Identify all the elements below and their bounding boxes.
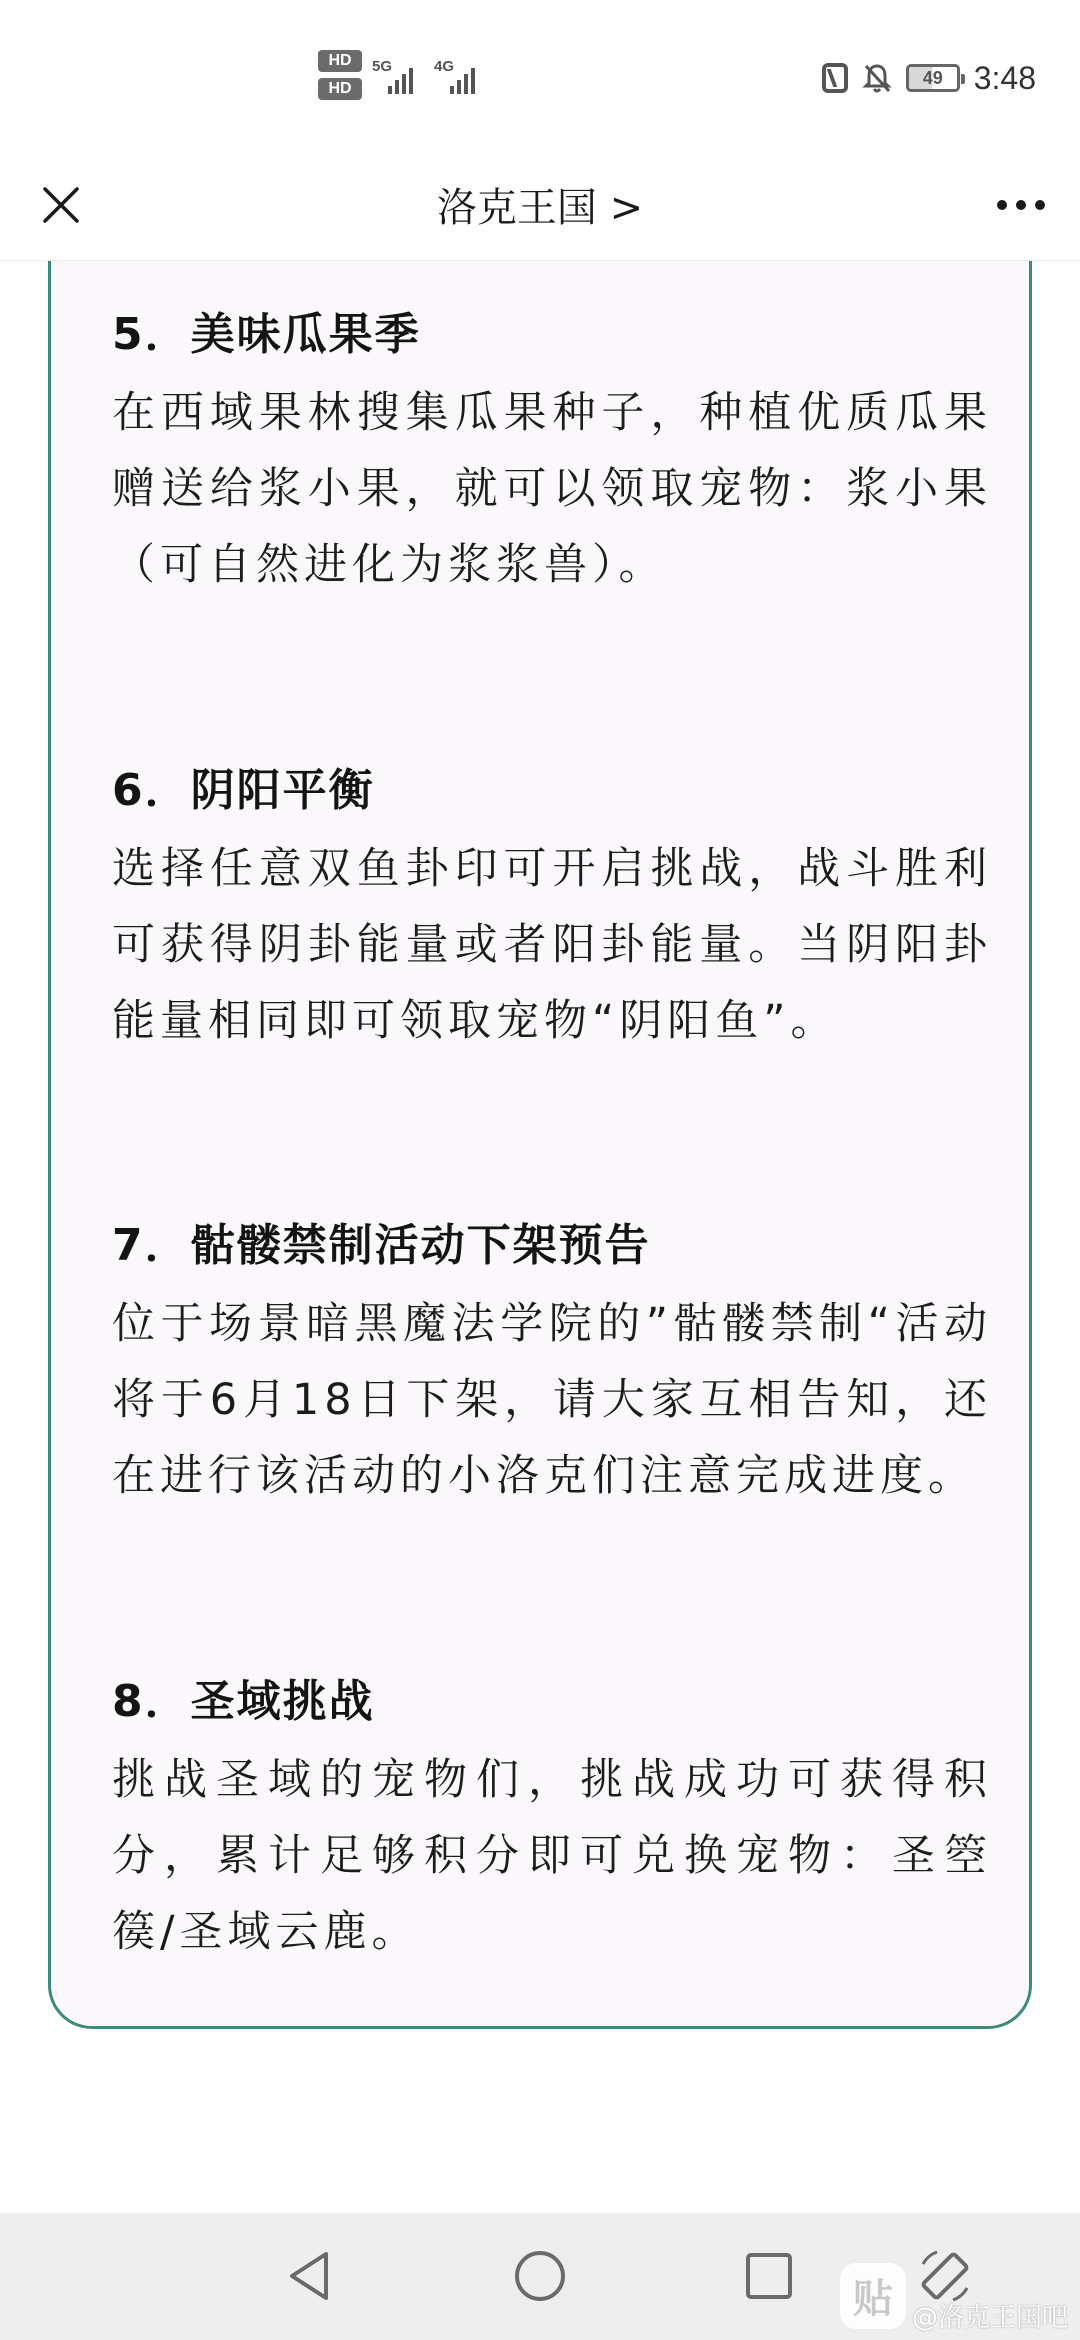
title-bar — [0, 150, 1080, 261]
more-icon-dot — [997, 200, 1007, 210]
clock: 3:48 — [973, 59, 1036, 96]
hd-icon-2: HD — [318, 78, 362, 100]
recents-button[interactable] — [734, 2241, 804, 2311]
network-type-1: 5G — [372, 58, 393, 75]
more-icon-dot — [1016, 200, 1026, 210]
section-heading: 7．骷髅禁制活动下架预告 — [112, 1220, 651, 1271]
home-button[interactable] — [505, 2241, 575, 2311]
status-right-group — [822, 54, 1036, 102]
section-8 — [112, 1672, 992, 1970]
section-body: 挑战圣域的宠物们，挑战成功可获得积分，累计足够积分即可兑换宠物：圣箜篌/圣域云鹿。 — [112, 1755, 992, 1957]
more-button[interactable] — [986, 172, 1056, 238]
section-heading: 8．圣域挑战 — [112, 1676, 375, 1727]
section-body: 在西域果林搜集瓜果种子，种植优质瓜果赠送给浆小果，就可以领取宠物：浆小果（可自然进化为浆浆兽）。 — [112, 388, 992, 590]
signal-4g-icon — [434, 58, 488, 94]
tieba-logo-icon: 贴 — [840, 2263, 906, 2329]
section-body: 选择任意双鱼卦印可开启挑战，战斗胜利可获得阴卦能量或者阳卦能量。当阴阳卦能量相同即可领取宠物“阴阳鱼”。 — [112, 844, 992, 1046]
hd-indicators — [318, 50, 364, 106]
battery-icon — [906, 64, 960, 92]
more-icon-dot — [1035, 200, 1045, 210]
signal-5g-icon — [372, 58, 426, 94]
nfc-icon — [822, 63, 848, 93]
battery-level: 49 — [922, 67, 943, 88]
bell-muted-icon — [862, 62, 892, 94]
network-type-2: 4G — [434, 58, 455, 75]
section-7 — [112, 1216, 992, 1514]
watermark-text: @洛克王国吧 — [911, 2303, 1068, 2333]
back-button[interactable] — [274, 2241, 344, 2311]
section-heading: 6．阴阳平衡 — [112, 765, 375, 816]
section-5 — [112, 305, 992, 603]
page-title[interactable]: 洛克王国 > — [436, 185, 644, 231]
hd-icon-1: HD — [318, 50, 362, 72]
article-content[interactable] — [0, 261, 1080, 2213]
section-6 — [112, 761, 992, 1059]
back-triangle-icon — [284, 2248, 334, 2304]
status-bar — [0, 0, 1080, 150]
system-nav-bar — [0, 2213, 1080, 2340]
tieba-watermark — [840, 2257, 1068, 2334]
section-heading: 5．美味瓜果季 — [112, 309, 421, 360]
recents-square-icon — [743, 2250, 795, 2302]
section-body: 位于场景暗黑魔法学院的”骷髅禁制“活动将于6月18日下架，请大家互相告知，还在进行该活动的小洛克们注意完成进度。 — [112, 1299, 992, 1501]
home-circle-icon — [512, 2248, 568, 2304]
